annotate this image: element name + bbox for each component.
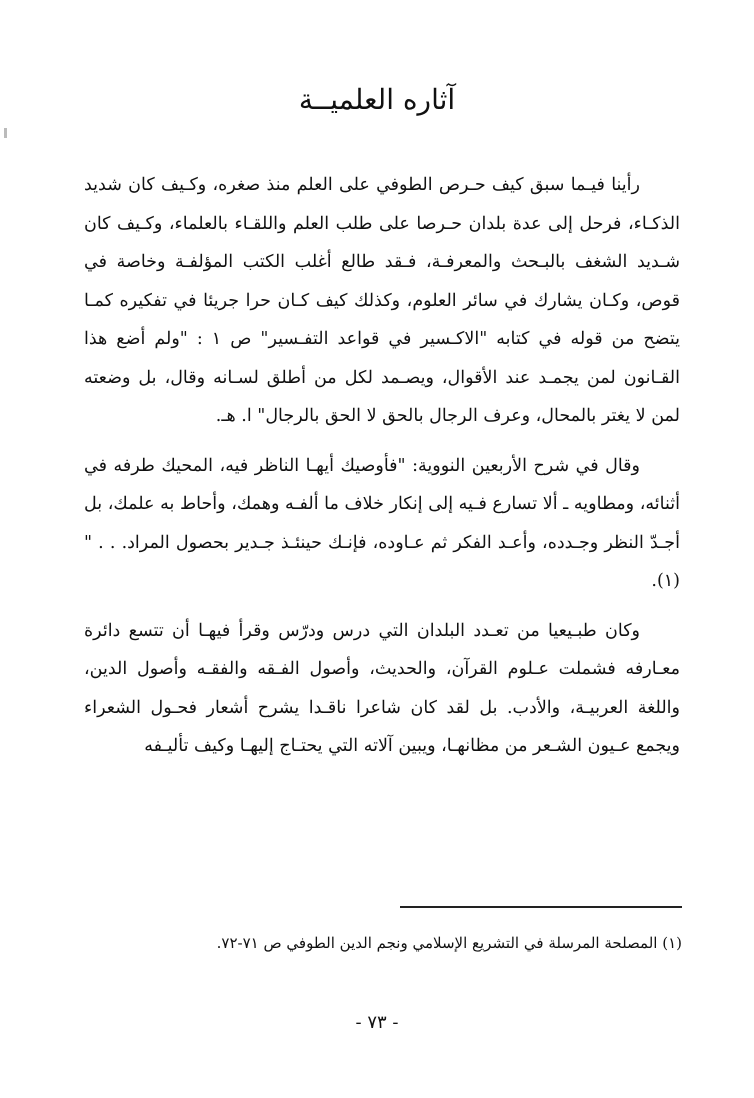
- footnote-separator: [400, 906, 682, 908]
- text-line: وخاصة في قوص، وكـان يشارك في سائر العلوم، وكذلك كيف كـان حرا جريئا: [84, 252, 680, 311]
- text-line: وكان طبـيعيا من تعـدد البلدان التي درس ودرّس وقرأ فيهـا أن تتسع دائرة: [84, 620, 640, 641]
- paragraph-3: [84, 612, 680, 766]
- paragraph-1: [84, 166, 680, 436]
- text-line: وكـيف كان شـديد الشغف بالبـحث والمعرفـة، فـقد طالع أغلب الكتب المؤلفـة: [84, 213, 680, 272]
- text-line: شديد الذكـاء، فرحل إلى عدة بلدان حـرصا على طلب العلم واللقـاء بالعلماء،: [84, 175, 680, 234]
- body-text: [84, 166, 680, 766]
- margin-mark: [4, 128, 7, 138]
- text-line: وقال في شرح الأربعين النووية: "فأوصيك أيهـا الناظر فيه، المحيك طرفه: [113, 455, 640, 476]
- text-line: ويجمع عـيون الشـعر من مظانهـا، ويبين آلاته التي يحتـاج إليهـا وكيف تأليـفه: [144, 736, 680, 756]
- text-line: واللغة العربيـة، والأدب. بل لقد كان شاعرا ناقـدا يشرح أشعار فحـول الشعراء: [84, 697, 680, 718]
- text-line: علمك، بل أجـدّ النظر وجـدده، وأعـد الفكر ثم عـاوده، فإنـك حينئـذ جـدير: [84, 494, 680, 553]
- page-title: آثاره العلميــة: [298, 83, 456, 116]
- text-line: "ولم أضع هذا القـانون لمن يجمـد عند الأقوال، ويصـمد لكل من أطلق لسـانه: [84, 329, 680, 388]
- text-line: في تفكيره كمـا يتضح من قوله في كتابه "الاكـسير في قواعد التفـسير" ص ١ :: [84, 290, 680, 349]
- text-line: رأينا فيـما سبق كيف حـرص الطوفي على العلم منذ صغره، وكـيف كان: [128, 175, 640, 195]
- footnote: (١) المصلحة المرسلة في التشريع الإسلامي ونجم الدين الطوفي ص ٧١-٧٢.: [216, 934, 682, 952]
- text-line: وقال، بل وضعته لمن لا يغتر بالمحال، وعرف الرجال بالحق لا الحق بالرجال" ا.: [84, 367, 680, 426]
- text-line: معـارفه فشملت عـلوم القرآن، والحديث، وأصول الفـقه والفقـه وأصول الدين،: [84, 659, 680, 679]
- page-number: - ٧٣ -: [355, 1012, 399, 1033]
- text-line: بحصول المراد. . . "(١).: [84, 532, 680, 591]
- paragraph-2: [84, 447, 680, 601]
- text-line: هـ.: [215, 406, 236, 426]
- text-line: في أثنائه، ومطاويه ـ ألا تسارع فـيه إلى إنكار خلاف ما ألفـه وهمك، وأحاط به: [84, 455, 680, 514]
